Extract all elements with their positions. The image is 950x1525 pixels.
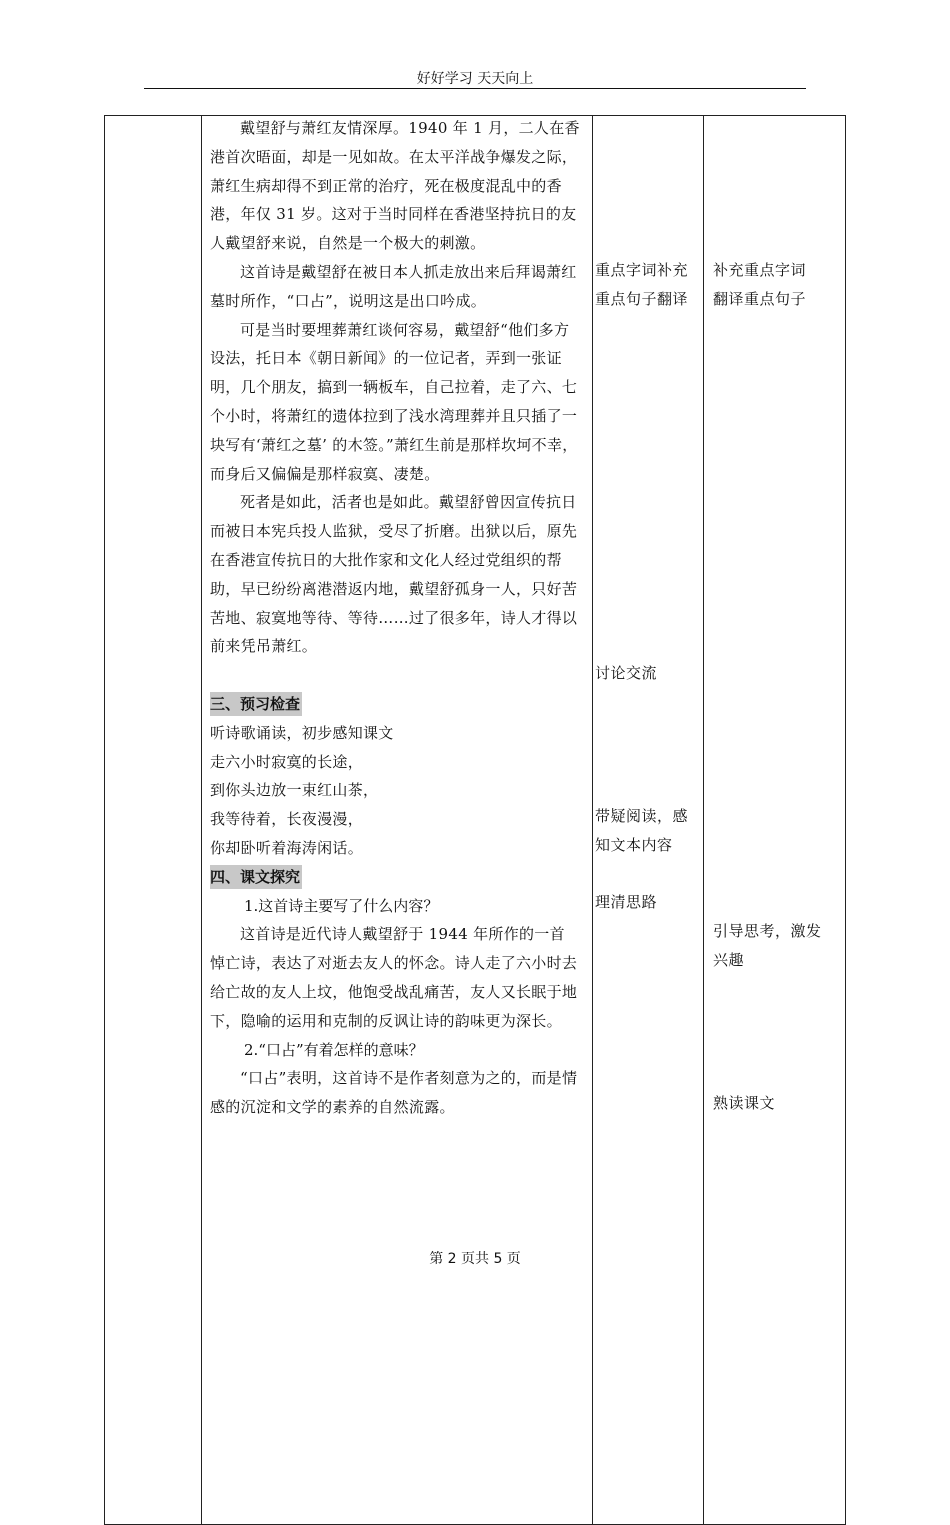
section-heading-explore: 四、课文探究 bbox=[210, 865, 302, 889]
teacher-note: 熟读课文 bbox=[713, 1094, 776, 1112]
answer: 这首诗是近代诗人戴望舒于 1944 年所作的一首悼亡诗，表达了对逝去友人的怀念。诗人走了六小时去给亡故的友人上坟，他饱受战乱痛苦，友人又长眠于地下，隐喻的运用和克制的反讽让诗的韵味更为深长。 bbox=[210, 925, 578, 1030]
teacher-note: 引导思考，激发 bbox=[713, 922, 822, 940]
poem-line: 我等待着，长夜漫漫， bbox=[210, 810, 364, 829]
column-divider bbox=[201, 116, 202, 1524]
paragraph: 戴望舒与萧红友情深厚。1940 年 1 月，二人在香港首次晤面，却是一见如故。在太平洋战争爆发之际，萧红生病却得不到正常的治疗，死在极度混乱中的香港，年仅 31 岁。这对于当时同样在香港坚持抗日的友人戴望舒来说，自然是一个极大的刺激。 bbox=[210, 119, 580, 253]
poem-line: 到你头边放一束红山茶， bbox=[210, 781, 379, 800]
paragraph: 这首诗是戴望舒在被日本人抓走放出来后拜谒萧红墓时所作，“口占”，说明这是出口吟成。 bbox=[210, 262, 577, 310]
student-note: 知文本内容 bbox=[595, 836, 673, 854]
page-header: 好好学习 天天向上 bbox=[416, 71, 534, 87]
section-heading-preview: 三、预习检查 bbox=[210, 692, 302, 716]
student-note: 重点字词补充 bbox=[595, 261, 689, 279]
header-rule bbox=[144, 88, 806, 89]
poem-line: 听诗歌诵读，初步感知课文 bbox=[210, 723, 394, 742]
main-content bbox=[210, 114, 580, 1122]
column-divider bbox=[592, 116, 593, 1524]
poem-line: 走六小时寂寞的长途， bbox=[210, 752, 364, 771]
paragraph: 死者是如此，活者也是如此。戴望舒曾因宣传抗日而被日本宪兵投人监狱，受尽了折磨。出狱以后，原先在香港宣传抗日的大批作家和文化人经过党组织的帮助，早已纷纷离港潜返内地，戴望舒孤身一人，只好苦苦地、寂寞地等待、等待……过了很多年，诗人才得以前来凭吊萧红。 bbox=[210, 493, 578, 656]
page-number: 第 2 页共 5 页 bbox=[429, 1251, 521, 1267]
student-note: 讨论交流 bbox=[595, 664, 658, 682]
question: 2.“口占”有着怎样的意味？ bbox=[244, 1040, 424, 1059]
question: 1.这首诗主要写了什么内容？ bbox=[244, 896, 439, 915]
answer: “口占”表明，这首诗不是作者刻意为之的，而是情感的沉淀和文学的素养的自然流露。 bbox=[210, 1069, 578, 1117]
column-divider bbox=[703, 116, 704, 1524]
teacher-note: 补充重点字词 bbox=[713, 261, 807, 279]
poem-line: 你却卧听着海涛闲话。 bbox=[210, 838, 364, 857]
paragraph: 可是当时要埋葬萧红谈何容易，戴望舒“他们多方设法，托日本《朝日新闻》的一位记者，弄到一张证明，几个朋友，搞到一辆板车，自己拉着，走了六、七个小时，将萧红的遗体拉到了浅水湾理葬并且只插了一块写有‘萧红之墓’ 的木签。”萧红生前是那样坎坷不幸，而身后又偏偏是那样寂寞、凄楚。 bbox=[210, 320, 578, 483]
teacher-note: 翻译重点句子 bbox=[713, 290, 807, 308]
student-note: 理清思路 bbox=[595, 893, 658, 911]
student-note: 带疑阅读，感 bbox=[595, 807, 689, 825]
teacher-note: 兴趣 bbox=[713, 951, 745, 969]
student-note: 重点句子翻译 bbox=[595, 290, 689, 308]
